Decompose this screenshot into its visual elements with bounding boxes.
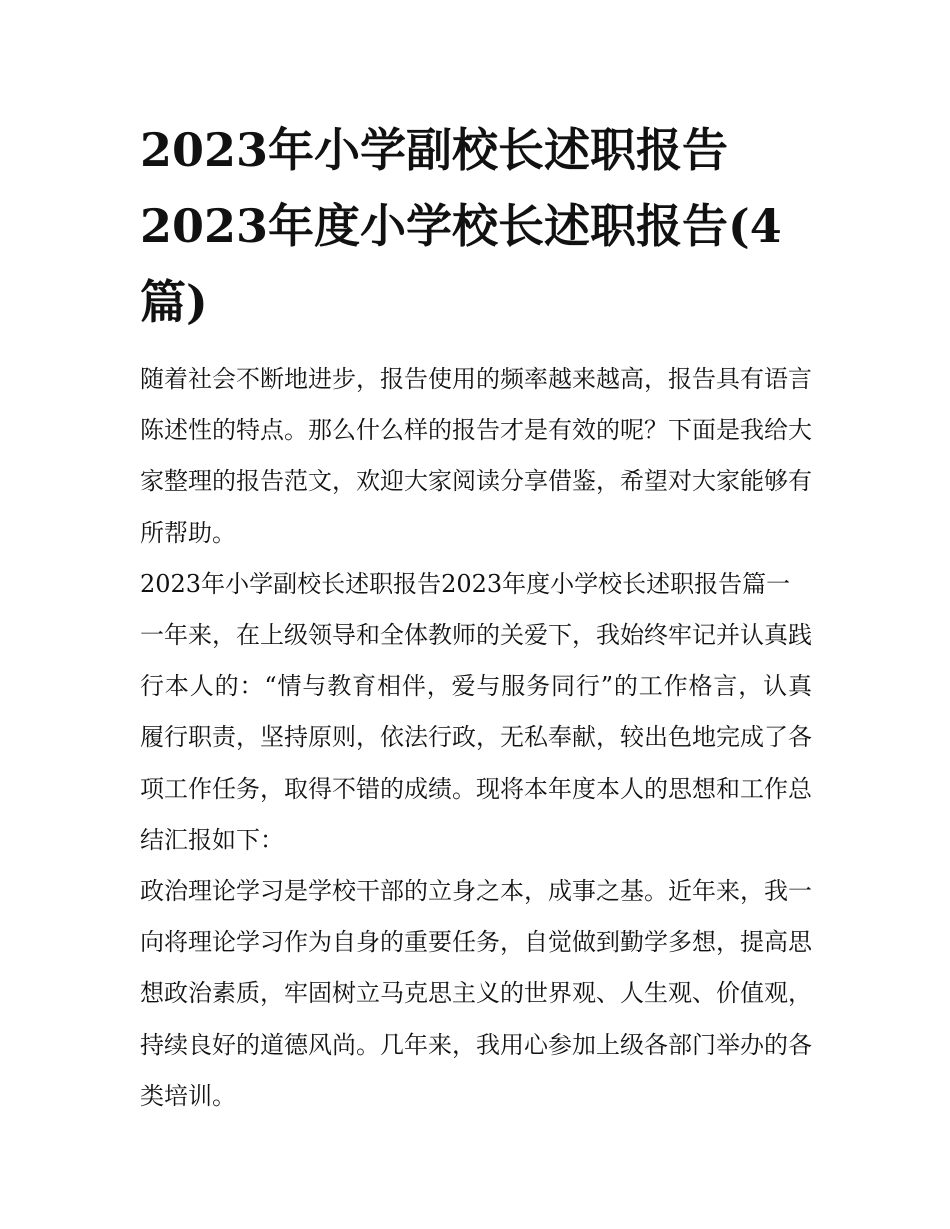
document-title: 2023年小学副校长述职报告2023年度小学校长述职报告(4篇) bbox=[140, 123, 782, 329]
body-paragraph: 政治理论学习是学校干部的立身之本，成事之基。近年来，我一向将理论学习作为自身的重要任务，自觉做到勤学多想，提高思想政治素质，牢固树立马克思主义的世界观、人生观、价值观，持续良好的道德风尚。几年来，我用心参加上级各部门举办的各类培训。 bbox=[140, 877, 812, 1110]
intro-paragraph: 随着社会不断地进步，报告使用的频率越来越高，报告具有语言陈述性的特点。那么什么样的报告才是有效的呢？下面是我给大家整理的报告范文，欢迎大家阅读分享借鉴，希望对大家能够有所帮助。 bbox=[140, 365, 812, 547]
body-paragraph: 一年来，在上级领导和全体教师的关爱下，我始终牢记并认真践行本人的：“情与教育相伴，爱与服务同行”的工作格言，认真履行职责，坚持原则，依法行政，无私奉献，较出色地完成了各项工作任务，取得不错的成绩。现将本年度本人的思想和工作总结汇报如下： bbox=[140, 621, 812, 854]
document-body bbox=[140, 354, 812, 1122]
section-heading-paragraph: 2023年小学副校长述职报告2023年度小学校长述职报告篇一 bbox=[140, 569, 791, 598]
